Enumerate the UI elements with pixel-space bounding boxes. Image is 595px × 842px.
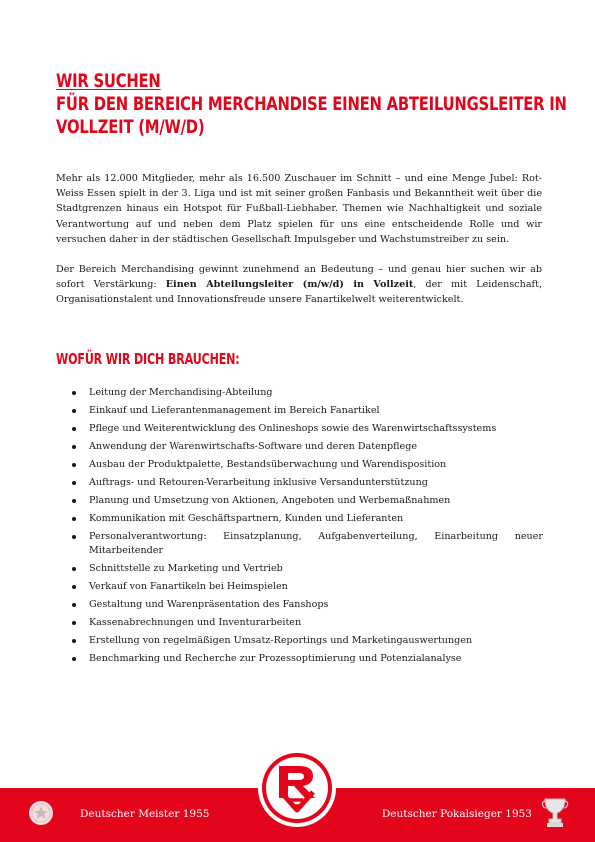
task-item: Auftrags- und Retouren-Verarbeitung inklusive Versandunterstützung [71,476,543,490]
task-item: Leitung der Merchandising-Abteilung [71,386,543,400]
headline-line-3: VOLLZEIT (M/W/D) [56,116,205,138]
intro-p2-bold: Einen Abteilungsleiter (m/w/d) in Vollzeit [165,279,414,291]
footer-right-text: Deutscher Pokalsieger 1953 [381,808,532,820]
task-item: Ausbau der Produktpalette, Bestandsüberwachung und Warendisposition [71,458,543,472]
headline-line-1: WIR SUCHEN [56,70,161,92]
task-item: Einkauf und Lieferantenmanagement im Bereich Fanartikel [71,404,543,418]
task-item: Planung und Umsetzung von Aktionen, Angeboten und Werbemaßnahmen [71,494,543,508]
headline [56,70,567,139]
task-item: Schnittstelle zu Marketing und Vertrieb [71,562,543,576]
task-item: Kassenabrechnungen und Inventurarbeiten [71,616,543,630]
intro-p2-end: , der mit Leidenschaft, Organisationstalent und Innovationsfreude unsere Fanartikelwelt weiterentwickelt. [56,279,543,306]
task-item: Verkauf von Fanartikeln bei Heimspielen [71,580,543,594]
task-item: Erstellung von regelmäßigen Umsatz-Reportings und Marketingauswertungen [71,634,543,648]
section-title: WOFÜR WIR DICH BRAUCHEN: [56,350,240,368]
task-item: Anwendung der Warenwirtschafts-Software und deren Datenpflege [71,440,543,454]
trophy-cup-icon [541,797,569,829]
task-item: Personalverantwortung: Einsatzplanung, Aufgabenverteilung, Einarbeitung neuer Mitarbeitender [71,530,543,558]
task-item: Benchmarking und Recherche zur Prozessoptimierung und Potenzialanalyse [71,652,543,666]
star-medal-icon [28,800,54,826]
headline-line-2: FÜR DEN BEREICH MERCHANDISE EINEN ABTEILUNGSLEITER IN [56,93,567,115]
footer-left-text: Deutscher Meister 1955 [80,808,210,820]
intro-paragraph-1: Mehr als 12.000 Mitglieder, mehr als 16.500 Zuschauer im Schnitt – und eine Menge Jubel: Rot-Weiss Essen spielt in der 3. Liga und ist mit seiner großen Fanbasis und Bekanntheit weit über die Stadtgrenzen hinaus ein Hotspot für Fußball-Liebhaber. Themen wie Nachhaltigkeit und soziale Verantwortung auf und neben dem Platz spielen für uns eine entscheidende Rolle und wir versuchen daher in der städtischen Gesellschaft Impulsgeber und Wachstumstreiber zu sein. [56,173,542,245]
intro-text [56,171,542,323]
task-item: Gestaltung und Warenpräsentation des Fanshops [71,598,543,612]
task-item: Pflege und Weiterentwicklung des Onlineshops sowie des Warenwirtschaftssystems [71,422,543,436]
rot-weiss-essen-logo [257,748,337,828]
task-list [71,386,543,670]
intro-paragraph-2 [56,262,542,308]
task-item: Kommunikation mit Geschäftspartnern, Kunden und Lieferanten [71,512,543,526]
intro-p2-start: Der Bereich Merchandising gewinnt zunehmend an Bedeutung – und genau hier suchen wir ab sofort Verstärkung: [56,264,542,291]
